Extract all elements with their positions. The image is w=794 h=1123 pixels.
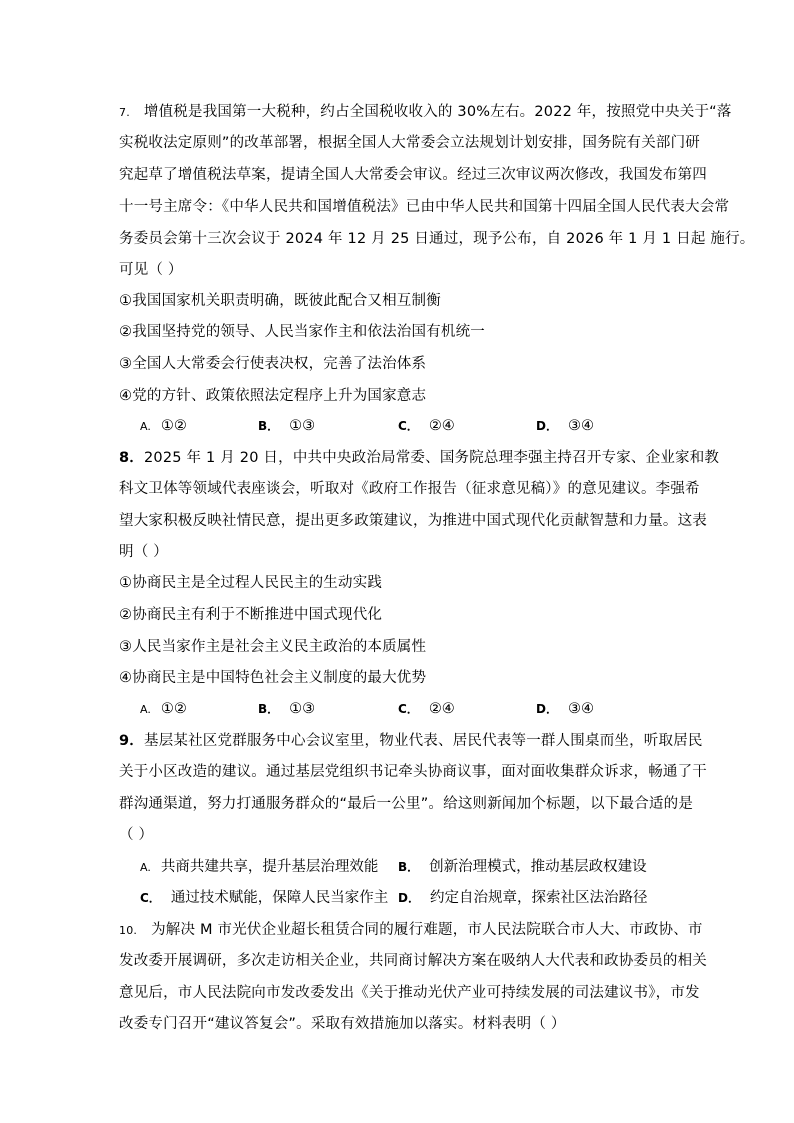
q9-option-c[interactable] [140, 888, 388, 908]
option-text: ②④ [428, 701, 455, 717]
q7-line-1 [119, 102, 732, 123]
option-text: 共商共建共享，提升基层治理效能 [160, 859, 379, 875]
q7-option-b[interactable] [258, 416, 315, 436]
q9-option-a[interactable] [140, 857, 378, 878]
option-text: ①② [160, 418, 187, 434]
q7-option-c[interactable] [398, 416, 455, 436]
q10-number: 10. [119, 924, 138, 937]
q9-option-b[interactable] [398, 857, 647, 877]
q8-option-c[interactable] [398, 699, 455, 719]
option-letter: D． [398, 891, 420, 905]
q9-line-2: 关于小区改造的建议。通过基层党组织书记牵头协商议事，面对面收集群众诉求，畅通了干 [119, 764, 707, 780]
q10-line-2: 发改委开展调研，多次走访相关企业，共同商讨解决方案在吸纳人大代表和政协委员的相关 [119, 953, 707, 969]
q10-text-1: 为解决 M 市光伏企业超长租赁合同的履行难题，市人民法院联合市人大、市政协、市 [151, 922, 703, 938]
q8-option-b[interactable] [258, 699, 315, 719]
q7-option-a[interactable] [140, 416, 187, 437]
option-text: 创新治理模式，推动基层政权建设 [429, 859, 647, 875]
q8-statement-2: ②协商民主有利于不断推进中国式现代化 [119, 607, 383, 623]
option-text: ②④ [428, 418, 455, 434]
q8-option-a[interactable] [140, 699, 187, 720]
q8-text-1: 2025 年 1 月 20 日，中共中央政治局常委、国务院总理李强主持召开专家、企业家和教 [144, 450, 720, 466]
q7-line-3: 究起草了增值税法草案，提请全国人大常委会审议。经过三次审议两次修改，我国发布第四 [119, 167, 707, 183]
option-letter: B． [258, 702, 280, 716]
q10-line-3: 意见后，市人民法院向市发改委发出《关于推动光伏产业可持续发展的司法建议书》，市发 [119, 985, 700, 1001]
q8-line-2: 科文卫体等领域代表座谈会，听取对《政府工作报告（征求意见稿）》的意见建议。李强希 [119, 481, 700, 497]
q8-statement-1: ①协商民主是全过程人民民主的生动实践 [119, 575, 383, 591]
q10-line-1 [119, 920, 703, 941]
option-letter: B． [258, 419, 280, 433]
q7-number: 7. [119, 106, 130, 119]
option-letter: B． [398, 860, 420, 874]
q7-text-1: 增值税是我国第一大税种，约占全国税收收入的 30%左右。2022 年，按照党中央关于“落 [143, 104, 732, 120]
option-text: ①③ [289, 418, 316, 434]
q7-statement-3: ③全国人大常委会行使表决权，完善了法治体系 [119, 356, 427, 372]
q8-option-d[interactable] [536, 699, 594, 719]
option-text: 约定自治规章，探索社区法治路径 [429, 890, 648, 906]
option-text: ③④ [567, 418, 594, 434]
q9-option-d[interactable] [398, 888, 647, 908]
q8-line-1 [119, 448, 719, 468]
q7-line-4: 十一号主席令：《中华人民共和国增值税法》已由中华人民共和国第十四届全国人民代表大会常 [119, 199, 730, 215]
q9-line-1 [119, 731, 703, 751]
q7-statement-4: ④党的方针、政策依照法定程序上升为国家意志 [119, 388, 427, 404]
q9-line-4: （ ） [119, 827, 154, 843]
q8-number: 8． [119, 450, 144, 466]
q9-number: 9． [119, 733, 144, 749]
option-letter: C． [398, 419, 419, 433]
option-letter: C． [398, 702, 419, 716]
option-text: ①② [160, 701, 187, 717]
q8-line-3: 望大家积极反映社情民意，提出更多政策建议，为推进中国式现代化贡献智慧和力量。这表 [119, 513, 707, 529]
option-letter: D． [536, 419, 558, 433]
option-letter: A. [140, 420, 151, 433]
q9-line-3: 群沟通渠道，努力打通服务群众的“最后一公里”。给这则新闻加个标题，以下最合适的是 [119, 796, 694, 812]
option-letter: D． [536, 702, 558, 716]
option-letter: C． [140, 891, 161, 905]
q7-statement-2: ②我国坚持党的领导、人民当家作主和依法治国有机统一 [119, 324, 485, 340]
q7-statement-1: ①我国国家机关职责明确，既彼此配合又相互制衡 [119, 293, 441, 309]
q7-line-6: 可见（ ） [119, 262, 183, 278]
q7-option-d[interactable] [536, 416, 594, 436]
q8-line-4: 明（ ） [119, 544, 168, 560]
q9-text-1: 基层某社区党群服务中心会议室里，物业代表、居民代表等一群人围桌而坐，听取居民 [144, 733, 703, 749]
q7-line-2: 实税收法定原则”的改革部署，根据全国人大常委会立法规划计划安排，国务院有关部门研 [119, 135, 701, 151]
option-letter: A. [140, 703, 151, 716]
option-text: 通过技术赋能，保障人民当家作主 [170, 890, 389, 906]
q8-statement-3: ③人民当家作主是社会主义民主政治的本质属性 [119, 639, 427, 655]
option-letter: A. [140, 861, 151, 874]
q7-line-5: 务委员会第十三次会议于 2024 年 12 月 25 日通过，现予公布，自 2026 年 1 月 1 日起 施行。 [119, 231, 755, 247]
option-text: ①③ [289, 701, 316, 717]
q8-statement-4: ④协商民主是中国特色社会主义制度的最大优势 [119, 670, 427, 686]
option-text: ③④ [567, 701, 594, 717]
q10-line-4: 改委专门召开“建议答复会”。采取有效措施加以落实。材料表明（ ） [119, 1016, 566, 1032]
